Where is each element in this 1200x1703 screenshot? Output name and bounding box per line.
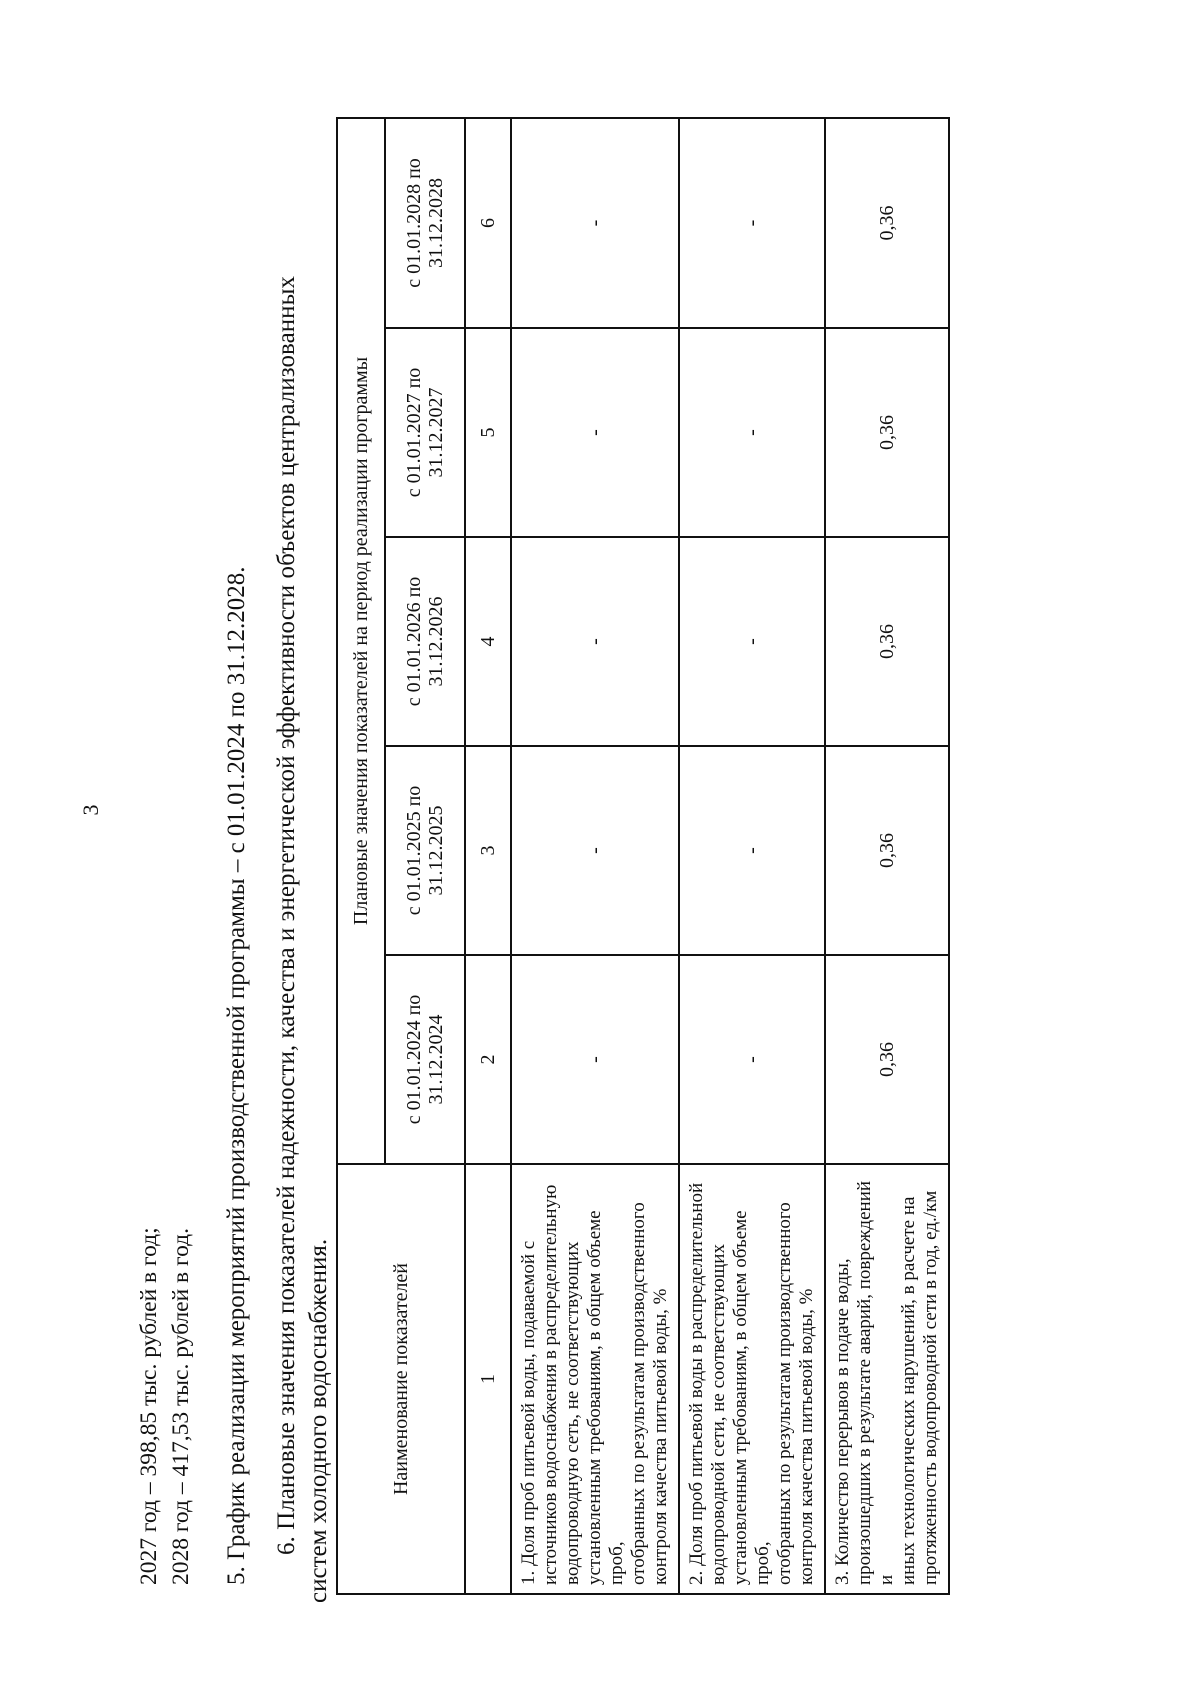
indicator-name: 2. Доля проб питьевой воды в распределительной водопроводной сети, не соответствующих установленным требованиям, в общем объеме проб, отобранных по результатам производственного контроля качества питьевой воды, % (679, 1164, 825, 1594)
indicator-value: 0,36 (825, 118, 949, 328)
budget-line-2028: 2028 год – 417,53 тыс. рублей в год. (168, 1228, 194, 1585)
column-number: 4 (465, 537, 511, 746)
indicator-value: - (511, 746, 679, 955)
column-number: 1 (465, 1164, 511, 1594)
indicator-value: - (511, 537, 679, 746)
period-header-2028: с 01.01.2028 по 31.12.2028 (385, 118, 465, 328)
indicator-value: - (679, 328, 825, 537)
indicator-value: - (511, 955, 679, 1164)
indicator-value: - (679, 955, 825, 1164)
table-row (825, 118, 949, 1594)
period-header-2024: с 01.01.2024 по 31.12.2024 (385, 955, 465, 1164)
indicators-table (336, 117, 950, 1595)
indicator-value: - (679, 537, 825, 746)
section-5-schedule: 5. График реализации мероприятий производственной программы – с 01.01.2024 по 31.12.2028. (223, 566, 250, 1585)
table-row (679, 118, 825, 1594)
period-header-2026: с 01.01.2026 по 31.12.2026 (385, 537, 465, 746)
column-number: 5 (465, 328, 511, 537)
section-6-heading-line-2: систем холодного водоснабжения. (305, 1238, 332, 1603)
indicator-value: 0,36 (825, 328, 949, 537)
table-row (511, 118, 679, 1594)
column-number: 2 (465, 955, 511, 1164)
page-number: 3 (78, 804, 103, 816)
indicator-value: - (679, 746, 825, 955)
section-6-heading-line-1: 6. Плановые значения показателей надежности, качества и энергетической эффективности объектов централизованных (273, 276, 300, 1555)
indicator-name: 3. Количество перерывов в подаче воды, произошедших в результате аварий, повреждений и иных технологических нарушений, в расчете на протяженность водопроводной сети в год, ед./км (825, 1164, 949, 1594)
indicator-value: 0,36 (825, 537, 949, 746)
indicator-value: - (511, 328, 679, 537)
indicator-value: - (511, 118, 679, 328)
indicator-value: 0,36 (825, 955, 949, 1164)
column-number: 3 (465, 746, 511, 955)
indicator-value: - (679, 118, 825, 328)
column-number-row (465, 118, 511, 1594)
indicator-name: 1. Доля проб питьевой воды, подаваемой с источников водоснабжения в распределительную водопроводную сеть, не соответствующих установленным требованиям, в общем объеме проб, отобранных по результатам производственного контроля качества питьевой воды, % (511, 1164, 679, 1594)
column-header-planned-values: Плановые значения показателей на период реализации программы (337, 118, 385, 1164)
period-header-2027: с 01.01.2027 по 31.12.2027 (385, 328, 465, 537)
indicator-value: 0,36 (825, 746, 949, 955)
period-header-2025: с 01.01.2025 по 31.12.2025 (385, 746, 465, 955)
budget-line-2027: 2027 год – 398,85 тыс. рублей в год; (136, 1227, 162, 1585)
column-number: 6 (465, 118, 511, 328)
column-header-indicator-name: Наименование показателей (337, 1164, 465, 1594)
